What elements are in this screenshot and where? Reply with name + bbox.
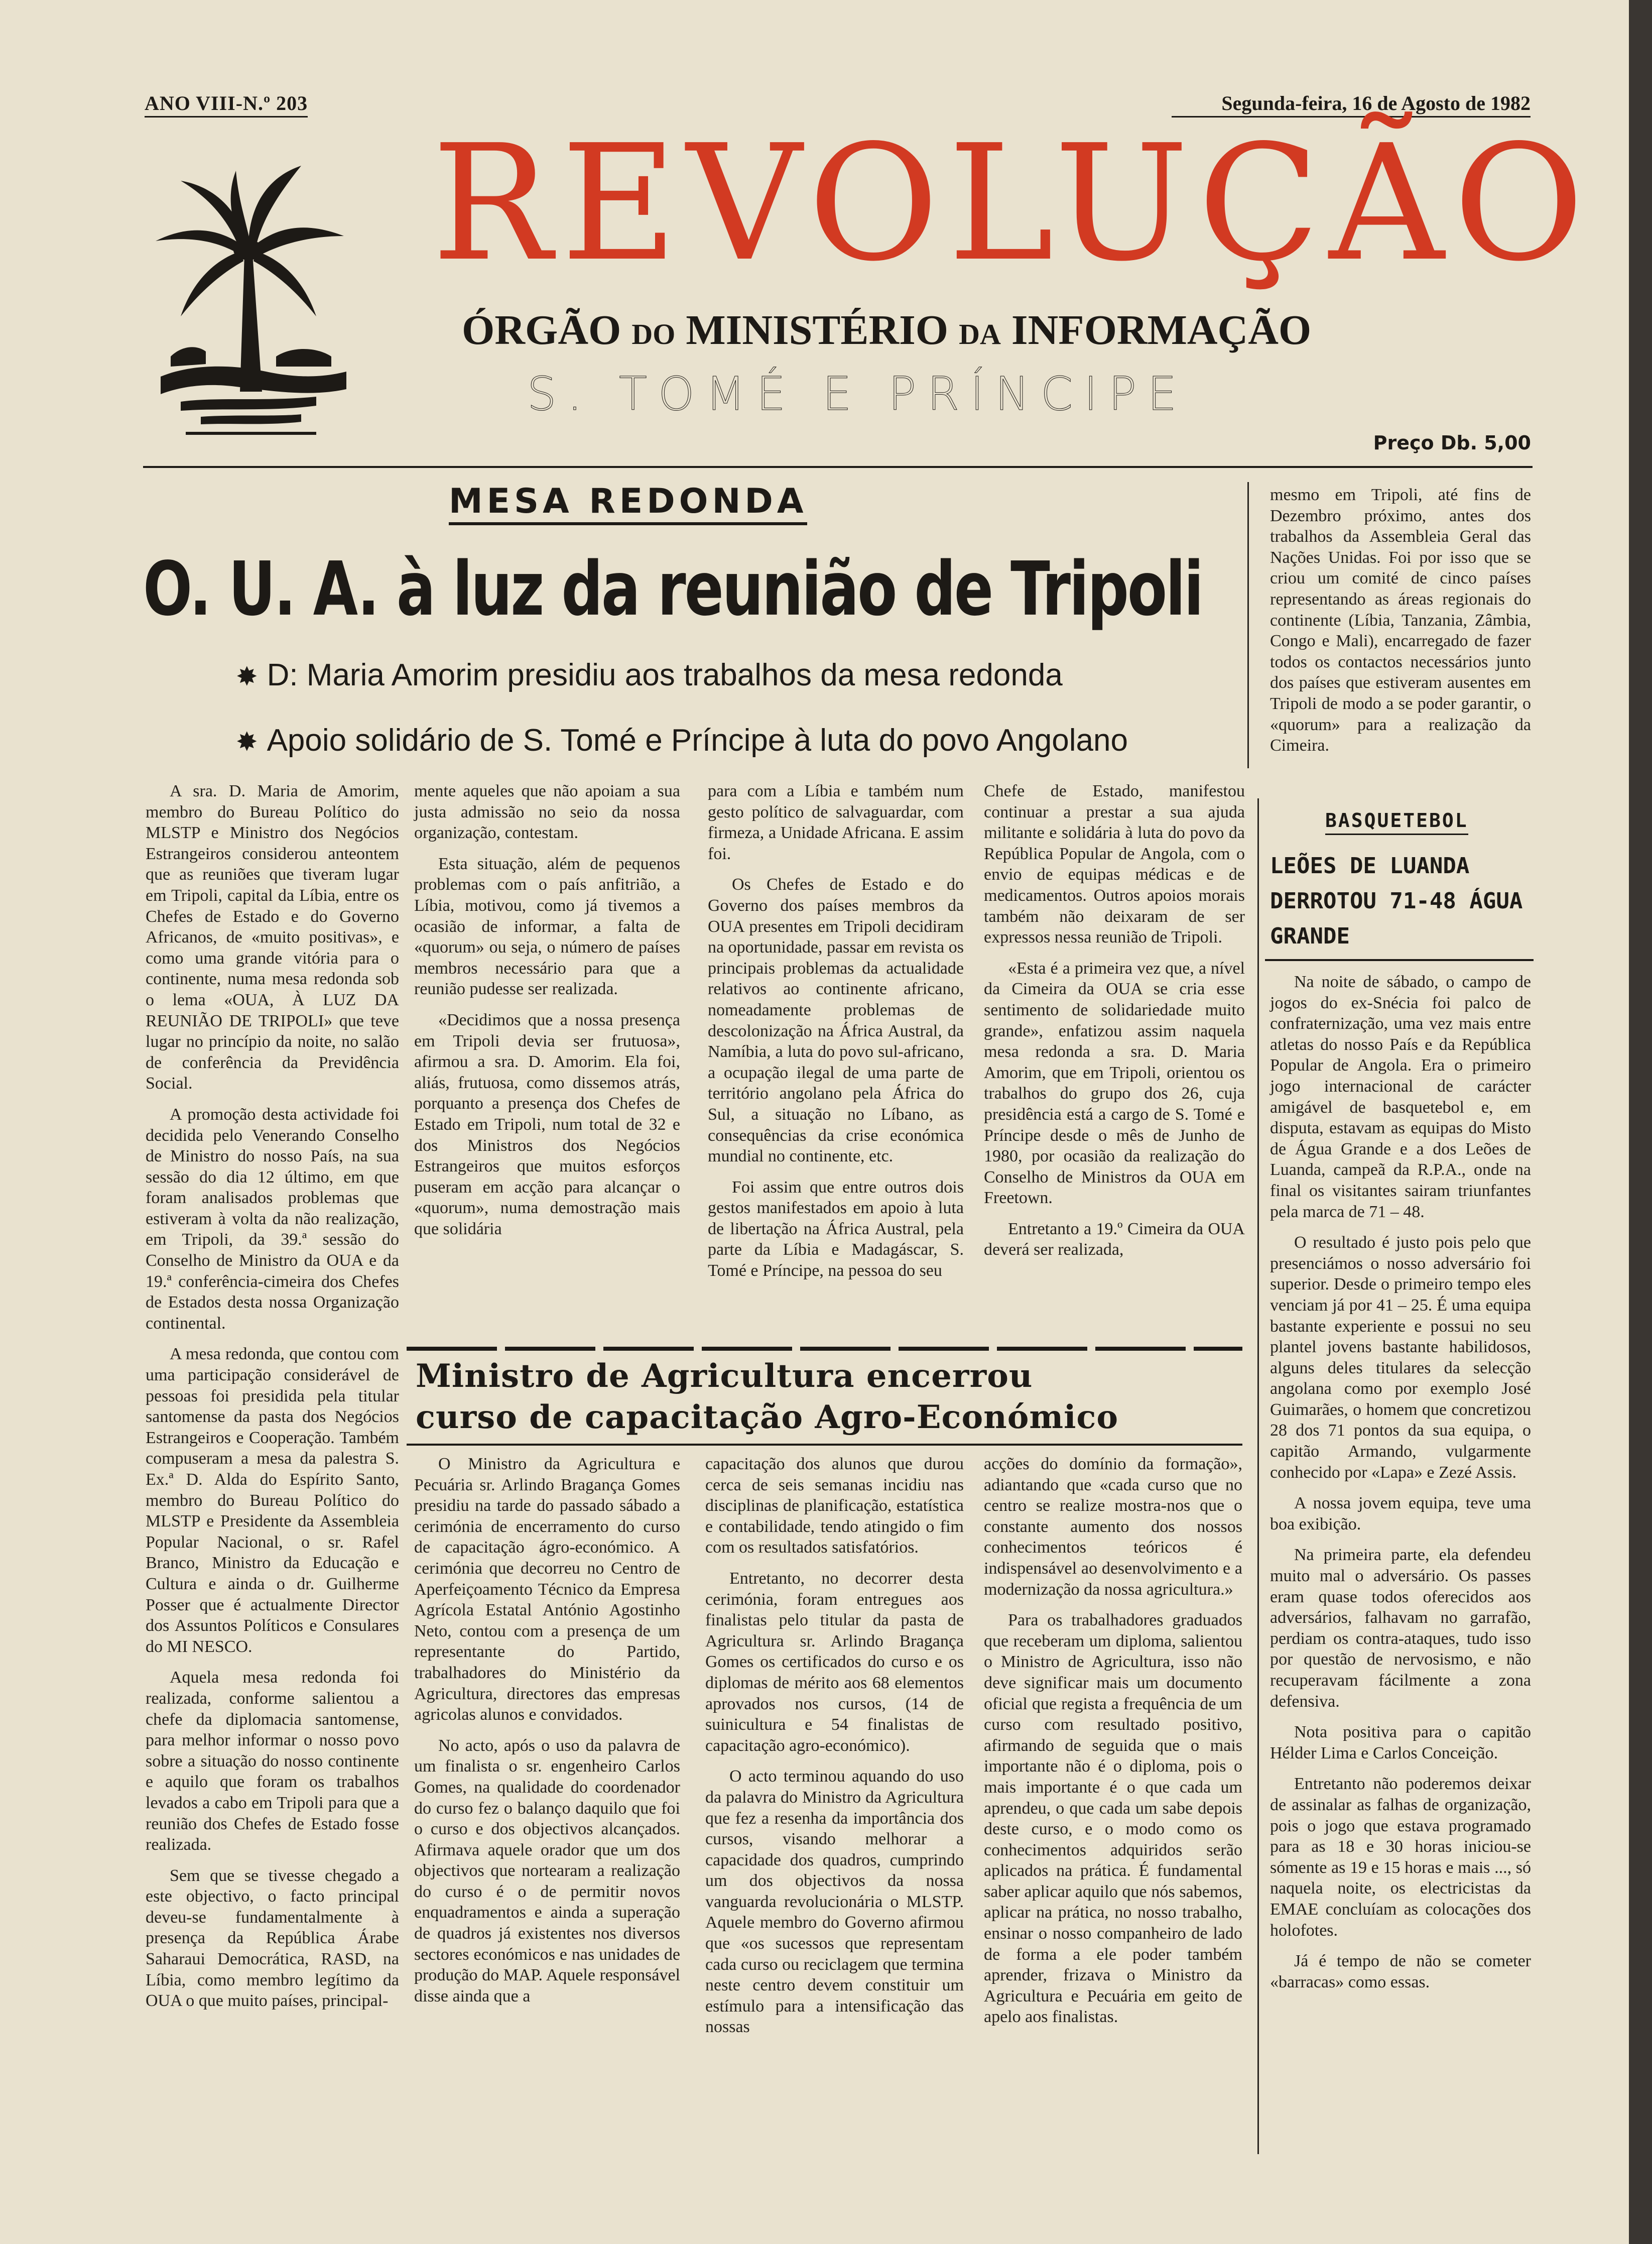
agri-column-2: [705, 1454, 964, 2038]
subtitle-ministerio: MINISTÉRIO: [686, 307, 949, 353]
paragraph: Para os trabalhadores graduados que receberam um diploma, salientou o Ministro de Agricultura, isso não deve significar mais um documento oficial que regista a frequência de um curso com resultado positivo, afirmando de seguida que o mais importante não é o diploma, pois o mais importante é o que cada um aprendeu, o que cada um sabe depois deste curso, e o modo como os conhecimentos adquiridos serão aplicados na prática. É fundamental saber aplicar aquilo que nós sabemos, aplicar na prática, no nosso trabalho, ensinar o nosso companheiro de lado de forma a ele poder também aprender, frizava o Ministro da Agricultura e Pecuária em geito de apelo aos finalistas.: [984, 1611, 1242, 2027]
paragraph: Foi assim que entre outros dois gestos manifestados em apoio à luta de libertação na África Austral, pela parte da Líbia e Madagáscar, S. Tomé e Príncipe, na pessoa do seu: [708, 1177, 964, 1280]
lead-kicker: MESA REDONDA: [449, 481, 807, 525]
masthead-rule: [143, 466, 1533, 468]
lead-column-2: [414, 781, 680, 1239]
subtitle-do: DO: [631, 318, 676, 350]
paragraph: Aquela mesa redonda foi realizada, conforme salientou a chefe da diplomacia santomense, para melhor informar o nosso povo sobre a situação do nosso continente e aquilo que foram os trabalhos levados a cabo em Tripoli para que a reunião dos Chefes de Estado fosse realizada.: [146, 1668, 399, 1854]
bullet-text: D: Maria Amorim presidiu aos trabalhos da mesa redonda: [267, 658, 1063, 692]
paragraph: «Esta é a primeira vez que, a nível da Cimeira da OUA se cria esse sentimento de solidariedade muito grande», enfatizou assim naquela mesa redonda a sra. D. Maria Amorim, que em Tripoli, orientou os trabalhos do grupo dos 26, cuja presidência está a cargo de S. Tomé e Príncipe desde o mês de Junho de 1980, por ocasião da realização do Conselho de Ministros da OUA em Freetown.: [984, 959, 1245, 1208]
paragraph: O resultado é justo pois pelo que presenciámos o nosso adversário foi superior. Desde o primeiro tempo eles venciam já por 41 – 25. É uma equipa bastante experiente e possui no seu plantel jovens bastante habilidosos, alguns deles titulares da selecção angolana como por exemplo José Guimarães, o homem que concretizou 28 dos 71 pontos da sua equipa, o capitão Armando, vulgarmente conhecido por «Lapa» e Zezé Assis.: [1270, 1233, 1531, 1482]
masthead-subtitle: [462, 305, 1311, 360]
lead-headline: O. U. A. à luz da reunião de Tripoli: [143, 546, 1202, 632]
paragraph: capacitação dos alunos que durou cerca de seis semanas incidiu nas disciplinas de planificação, estatística e contabilidade, tendo atingido o fim com os resultados satisfatórios.: [705, 1455, 964, 1557]
lead-column-1: [146, 781, 399, 2012]
subtitle-informacao: INFORMAÇÃO: [1011, 307, 1312, 353]
bullet-icon: ✸: [236, 662, 258, 691]
palm-tree-logo: [151, 166, 346, 447]
lead-column-3: [708, 781, 964, 1281]
paragraph: para com a Líbia e também num gesto político de salvaguardar, com firmeza, a Unidade Africana. E assim foi.: [708, 782, 964, 863]
lead-column-4: [984, 781, 1245, 1260]
paragraph: A nossa jovem equipa, teve uma boa exibição.: [1270, 1494, 1531, 1533]
paragraph: Entretanto, no decorrer desta cerimónia, foram entregues aos finalistas pelo titular da pasta de Agricultura sr. Arlindo Bragança Gomes os certificados do curso e os diplomas de mérito aos 68 elementos aprovados nos cursos, (14 de suinicultura e 54 finalistas de capacitação agro-económico).: [705, 1569, 964, 1755]
paragraph: A mesa redonda, que contou com uma participação considerável de pessoas foi presidida pela titular santomense da pasta dos Negócios Estrangeiros e Cooperação. Também compuseram a mesa da palestra S. Ex.ª D. Alda do Espírito Santo, membro do Bureau Político do MLSTP e Presidente da Assembleia Popular Nacional, o sr. Rafel Branco, Ministro da Educação e Cultura e ainda o dr. Guilherme Posser que é actualmente Director dos Assuntos Políticos e Consulares do MI NESCO.: [146, 1345, 399, 1656]
agri-headline: [416, 1356, 1118, 1438]
paragraph: acções do domínio da formação», adiantando que «cada curso que no centro se realize mostra-nos que o constante aumento dos nossos conhecimentos teóricos é indispensável ao desenvolvimento e a modernização da nossa agricultura.»: [984, 1455, 1242, 1599]
lead-column-5: [1270, 485, 1531, 756]
paragraph: O acto terminou aquando do uso da palavra do Ministro da Agricultura que fez a resenha da importância dos cursos, visando melhorar a capacidade dos quadros, cumprindo um dos objectivos da nossa vanguarda revolucionária o MLSTP. Aquele membro do Governo afirmou que «os sucessos que representam cada curso ou reciclagem que termina neste centro devem constituir um estímulo para a intensificação das nossas: [705, 1767, 964, 2037]
agri-column-1: [414, 1454, 680, 2006]
paragraph: No acto, após o uso da palavra de um finalista o sr. engenheiro Carlos Gomes, na qualidade do coordenador do curso fez o balanço daquilo que foi o curso e dos objectivos alcançados. Afirmava aquele orador que um dos objectivos que nortearam a realização do curso é o de permitir novos enquadramentos e ainda a superação de quadros já existentes nos diversos sectores económicos e nas unidades de produção do MAP. Aquele responsável disse ainda que a: [414, 1736, 680, 2005]
paragraph: O Ministro da Agricultura e Pecuária sr. Arlindo Bragança Gomes presidiu na tarde do passado sábado a cerimónia de encerramento do curso de capacitação ágro-económico. A cerimónia que decorreu no Centro de Aperfeiçoamento Técnico da Empresa Agrícola Estatal António Agostinho Neto, contou com a presença de um representante do Partido, trabalhadores do Ministério da Agricultura, directores das empresas agricolas alunos e convidados.: [414, 1455, 680, 1724]
column-divider: [1247, 482, 1249, 768]
column-divider: [1257, 798, 1259, 2154]
sport-kicker: BASQUETEBOL: [1325, 809, 1468, 835]
subtitle-da: DA: [959, 318, 1001, 350]
country-name: S. TOMÉ E PRÍNCIPE: [527, 367, 1188, 421]
agri-headline-line-1: Ministro de Agricultura encerrou: [416, 1357, 1033, 1395]
issue-number: ANO VIII-N.º 203: [145, 91, 308, 117]
bullet-text: Apoio solidário de S. Tomé e Príncipe à luta do povo Angolano: [267, 723, 1128, 758]
paragraph: Esta situação, além de pequenos problemas com o país anfitrião, a Líbia, motivou, como já tivemos a ocasião de informar, a falta de «quorum» ou seja, o número de países membros necessário para que a reunião pudesse ser realizada.: [414, 854, 680, 999]
issue-date: Segunda-feira, 16 de Agosto de 1982: [1172, 91, 1531, 117]
sport-column: [1270, 972, 1531, 1992]
paragraph: A promoção desta actividade foi decidida pelo Venerando Conselho de Ministro do nosso País, na sua sessão do dia 12 último, em que foram analisados problemas que estiveram à volta da não realização, em Tripoli, da 39.ª sessão do Conselho de Ministro da OUA e da 19.ª conferência-cimeira dos Chefes de Estados desta nossa Organização continental.: [146, 1105, 399, 1333]
agri-headline-line-2: curso de capacitação Agro-Económico: [416, 1398, 1119, 1436]
paragraph: Sem que se tivesse chegado a este objectivo, o facto principal deveu-se fundamentalmente à presença da República Árabe Saharaui Democrática, RASD, na Líbia, como membro legítimo da OUA o que muito países, principal-: [146, 1866, 399, 2011]
paragraph: Entretanto a 19.º Cimeira da OUA deverá ser realizada,: [984, 1219, 1245, 1259]
price: Preço Db. 5,00: [1373, 432, 1531, 454]
paragraph: Os Chefes de Estado e do Governo dos países membros da OUA presentes em Tripoli decidiram na oportunidade, passar em revista os principais problemas da actualidade relativos ao continente africano, nomeadamente problemas de descolonização na África Austral, da Namíbia, a luta do povo sul-africano, a ocupação ilegal de uma parte de território angolano pela África do Sul, a situação no Líbano, as consequências da crise económica mundial no continente, etc.: [708, 875, 964, 1166]
paragraph: «Decidimos que a nossa presença em Tripoli devia ser frutuosa», afirmou a sra. D. Amorim. Ela foi, aliás, frutuosa, como dissemos atrás, porquanto a presença dos Chefes de Estado em Tripoli, num total de 32 e dos Ministros dos Negócios Estrangeiros que muitos esforços puseram em acção para alcançar o «quorum», numa demostração mais que solidária: [414, 1010, 680, 1238]
subtitle-orgao: ÓRGÃO: [462, 307, 621, 353]
section-rule: [1265, 959, 1534, 961]
lead-bullet-1: [236, 655, 1063, 697]
agri-column-3: [984, 1454, 1242, 2028]
paragraph: Na primeira parte, ela defendeu muito mal o adversário. Os passes eram quase todos oferecidos aos adversários, falhavam no garrafão, perdiam os contra-ataques, tudo isso por questão de nervosismo, e não recuperavam fácilmente a zona defensiva.: [1270, 1546, 1531, 1711]
paragraph: A sra. D. Maria de Amorim, membro do Bureau Político do MLSTP e Ministro dos Negócios Estrangeiros considerou anteontem que as reuniões que tiveram lugar em Tripoli, capital da Líbia, entre os Chefes de Estado e do Governo Africanos, de «muito positivas», e como uma grande vitória para o continente, numa mesa redonda sob o lema «OUA, À LUZ DA REUNIÃO DE TRIPOLI» que teve lugar no princípio da noite, no salão de conferência da Previdência Social.: [146, 782, 399, 1093]
sport-headline: LEÕES DE LUANDA DERROTOU 71-48 ÁGUA GRANDE: [1270, 853, 1523, 949]
paragraph: Na noite de sábado, o campo de jogos do ex-Snécia foi palco de confraternização, uma vez mais entre atletas do nosso País e da República Popular de Angola. Era o primeiro jogo internacional de carácter amigável de basquetebol e, em disputa, estavam as equipas do Misto de Água Grande e a dos Leões de Luanda, campeã da R.P.A., onde na final os visitantes sairam triunfantes pela marca de 71 – 48.: [1270, 973, 1531, 1221]
bullet-icon: ✸: [236, 728, 258, 757]
paragraph: Nota positiva para o capitão Hélder Lima e Carlos Conceição.: [1270, 1723, 1531, 1762]
paragraph: Já é tempo de não se cometer «barracas» como essas.: [1270, 1952, 1531, 1991]
paragraph: Chefe de Estado, manifestou continuar a prestar a sua ajuda militante e solidária à luta do povo da República Popular de Angola, com o envio de equipas médicas e de medicamentos. Outros apoios morais também não deixaram de ser expressos nessa reunião de Tripoli.: [984, 782, 1245, 947]
paragraph: mesmo em Tripoli, até fins de Dezembro próximo, antes dos trabalhos da Assembleia Geral das Nações Unidas. Foi por isso que se criou um comité de cinco países representando as áreas regionais do continente (Líbia, Tanzania, Zâmbia, Congo e Mali), encarregado de fazer todos os contactos necessários junto dos países que estiveram ausentes em Tripoli de modo a se poder garantir, o «quorum» para a realização da Cimeira.: [1270, 486, 1531, 755]
paragraph: mente aqueles que não apoiam a sua justa admissão no seio da nossa organização, contestam.: [414, 782, 680, 843]
paragraph: Entretanto não poderemos deixar de assinalar as falhas de organização, pois o jogo que estava programado para as 18 e 30 horas iniciou-se sómente as 19 e 15 horas e mais ..., só naquela noite, os electricistas da EMAE concluíam as colocações dos holofotes.: [1270, 1775, 1531, 1940]
section-rule: [407, 1347, 1242, 1351]
newspaper-title: REVOLUÇÃO: [432, 110, 1593, 296]
lead-bullet-2: [236, 721, 1128, 762]
section-rule: [407, 1444, 1242, 1446]
